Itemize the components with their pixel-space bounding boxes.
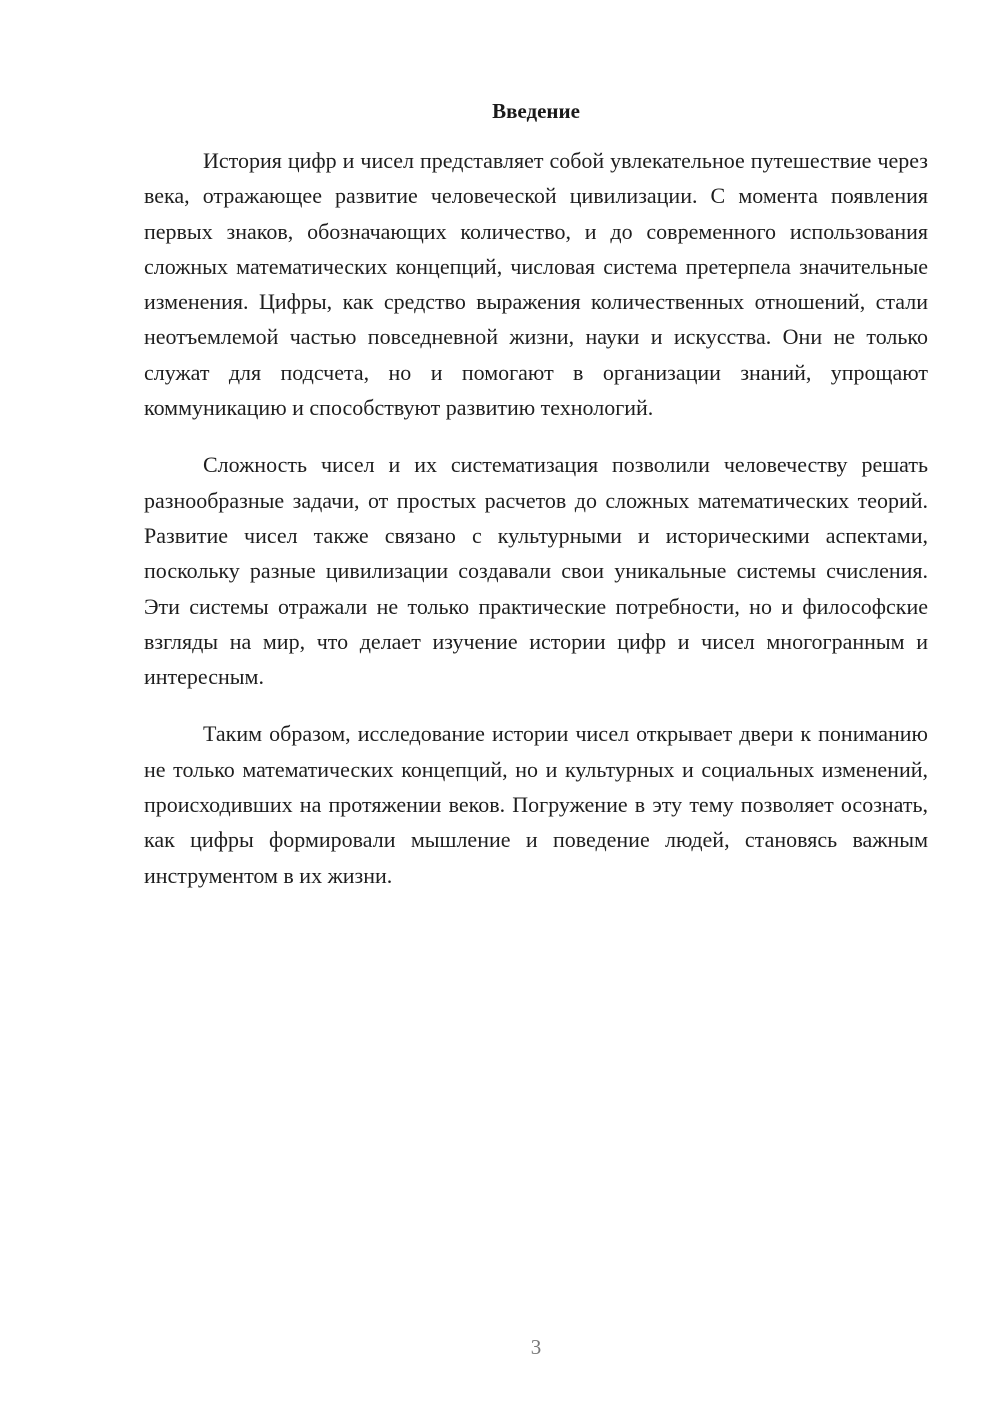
- section-title: Введение: [492, 99, 580, 123]
- paragraph-2: Сложность чисел и их систематизация позволили человечеству решать разнообразные задачи, от простых расчетов до сложных математических теорий. Развитие чисел также связано с культурными и историческими аспектами, поскольку разные цивилизации создавали свои уникальные системы счисления. Эти системы отражали не только практические потребности, но и философские взгляды на мир, что делает изучение истории цифр и чисел многогранным и интересным.: [144, 452, 928, 690]
- paragraph-1: История цифр и чисел представляет собой увлекательное путешествие через века, отражающее развитие человеческой цивилизации. С момента появления первых знаков, обозначающих количество, и до современного использования сложных математических концепций, числовая система претерпела значительные изменения. Цифры, как средство выражения количественных отношений, стали неотъемлемой частью повседневной жизни, науки и искусства. Они не только служат для подсчета, но и помогают в организации знаний, упрощают коммуникацию и способствуют развитию технологий.: [144, 148, 928, 421]
- page-number: 3: [530, 1335, 542, 1359]
- body-text: [144, 143, 928, 915]
- paragraph-3: Таким образом, исследование истории чисел открывает двери к пониманию не только математических концепций, но и культурных и социальных изменений, происходивших на протяжении веков. Погружение в эту тему позволяет осознать, как цифры формировали мышление и поведение людей, становясь важным инструментом в их жизни.: [144, 721, 928, 888]
